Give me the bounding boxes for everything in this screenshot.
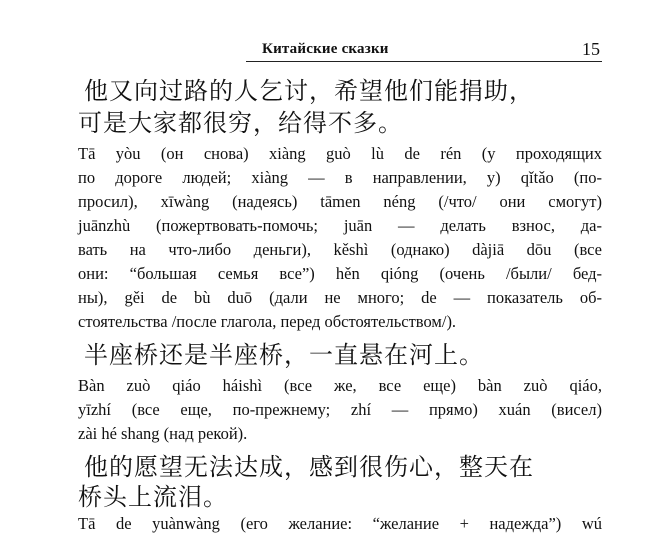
russian-gloss-3 xyxy=(78,512,602,536)
gloss-line: juānzhù (пожертвовать-помочь; juān — делать взнос, да- xyxy=(78,216,602,235)
gloss-line: ны), gěi de bù duō (дали не много; de — показатель об- xyxy=(78,288,602,307)
gloss-line: Tā yòu (он снова) xiàng guò lù de rén (у проходящих xyxy=(78,144,602,163)
gloss-line: стоятельства /после глагола, перед обстоятельством/). xyxy=(78,312,457,331)
chinese-sentence-3-line-2: 桥头上流泪。 xyxy=(78,483,228,511)
gloss-line: Tā de yuànwàng (его желание: “желание + надежда”) wú xyxy=(78,514,602,533)
gloss-line: zài hé shang (над рекой). xyxy=(78,424,248,443)
gloss-line: yīzhí (все еще, по-прежнему; zhí — прямо) xuán (висел) xyxy=(78,400,602,419)
page-number: 15 xyxy=(582,39,600,59)
header-rule xyxy=(246,61,602,62)
gloss-line: они: “большая семья все”) hěn qióng (очень /были/ бед- xyxy=(78,264,602,283)
gloss-line: по дороге людей; xiàng — в направлении, у) qǐtǎo (по- xyxy=(78,168,602,187)
chinese-sentence-2: 半座桥还是半座桥，一直悬在河上。 xyxy=(84,341,484,369)
russian-gloss-2 xyxy=(78,374,602,446)
russian-gloss-1 xyxy=(78,142,602,334)
gloss-line: Bàn zuò qiáo háishì (все же, все еще) bàn zuò qiáo, xyxy=(78,376,602,395)
gloss-line: просил), xīwàng (надеясь) tāmen néng (/что/ они смогут) xyxy=(78,192,602,211)
chinese-sentence-3-line-1: 他的愿望无法达成，感到很伤心，整天在 xyxy=(84,453,534,481)
chinese-sentence-1-line-1: 他又向过路的人乞讨，希望他们能捐助， xyxy=(84,77,534,105)
chinese-sentence-1-line-2: 可是大家都很穷，给得不多。 xyxy=(78,109,403,137)
gloss-line: вать на что-либо деньги), kěshì (однако) dàjiā dōu (все xyxy=(78,240,602,259)
running-header-title: Китайские сказки xyxy=(262,41,389,57)
